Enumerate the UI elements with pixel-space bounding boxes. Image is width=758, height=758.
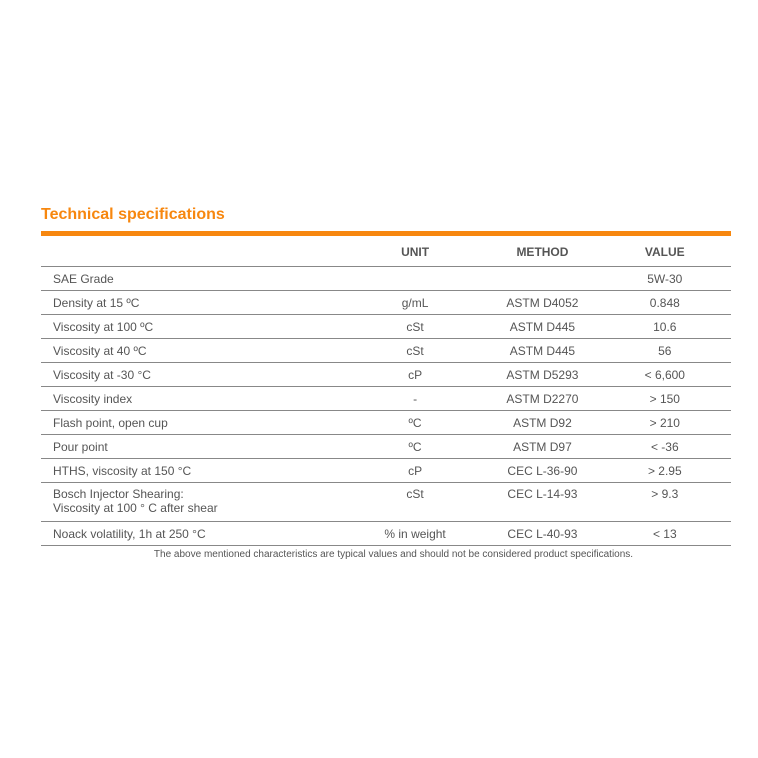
param-label: Flash point, open cup — [53, 415, 168, 430]
method-cell: CEC L-40-93 — [486, 522, 598, 546]
table-row — [41, 522, 731, 546]
table-row — [41, 339, 731, 363]
specs-table — [41, 238, 731, 546]
section-title: Technical specifications — [41, 206, 225, 223]
title-divider — [41, 231, 731, 236]
unit-cell: ºC — [344, 411, 486, 435]
param-label: HTHS, viscosity at 150 °C — [53, 463, 192, 478]
table-row — [41, 315, 731, 339]
table-row — [41, 411, 731, 435]
method-cell: ASTM D445 — [486, 339, 598, 363]
table-row — [41, 291, 731, 315]
header-value: VALUE — [599, 238, 731, 267]
table-row — [41, 267, 731, 291]
footnote: The above mentioned characteristics are typical values and should not be considered product specifications. — [153, 549, 634, 560]
param-cell — [41, 411, 344, 435]
value-cell: > 210 — [599, 411, 731, 435]
method-cell: ASTM D445 — [486, 315, 598, 339]
method-cell: ASTM D97 — [486, 435, 598, 459]
table-row — [41, 483, 731, 522]
param-cell — [41, 363, 344, 387]
table-header — [41, 238, 731, 267]
param-cell — [41, 459, 344, 483]
table-row — [41, 435, 731, 459]
table-row — [41, 459, 731, 483]
unit-cell: cSt — [344, 339, 486, 363]
param-cell — [41, 387, 344, 411]
param-label: SAE Grade — [53, 271, 114, 286]
unit-cell: ºC — [344, 435, 486, 459]
param-cell — [41, 483, 344, 522]
param-cell — [41, 267, 344, 291]
param-label: Noack volatility, 1h at 250 °C — [53, 526, 206, 541]
unit-cell: % in weight — [344, 522, 486, 546]
unit-cell: cSt — [344, 315, 486, 339]
method-cell: ASTM D5293 — [486, 363, 598, 387]
method-cell: CEC L-14-93 — [486, 483, 598, 522]
value-cell: > 2.95 — [599, 459, 731, 483]
method-cell: ASTM D92 — [486, 411, 598, 435]
header-param — [41, 238, 344, 267]
param-label: Density at 15 ºC — [53, 295, 140, 310]
param-cell — [41, 315, 344, 339]
param-cell — [41, 291, 344, 315]
param-label: Pour point — [53, 439, 108, 454]
param-label: Viscosity index — [53, 391, 133, 406]
header-method: METHOD — [486, 238, 598, 267]
value-cell: < 6,600 — [599, 363, 731, 387]
unit-cell: cP — [344, 459, 486, 483]
param-label: Viscosity at 40 ºC — [53, 343, 147, 358]
value-cell: 56 — [599, 339, 731, 363]
param-label-line2: Viscosity at 100 ° C after shear — [53, 501, 218, 515]
value-cell: 0.848 — [599, 291, 731, 315]
unit-cell — [344, 267, 486, 291]
method-cell: ASTM D2270 — [486, 387, 598, 411]
param-cell — [41, 435, 344, 459]
param-label: Viscosity at 100 ºC — [53, 319, 154, 334]
method-cell: ASTM D4052 — [486, 291, 598, 315]
unit-cell: cSt — [344, 483, 486, 522]
value-cell: > 9.3 — [599, 483, 731, 522]
unit-cell: g/mL — [344, 291, 486, 315]
header-unit: UNIT — [344, 238, 486, 267]
value-cell: < -36 — [599, 435, 731, 459]
value-cell: 10.6 — [599, 315, 731, 339]
value-cell: > 150 — [599, 387, 731, 411]
value-cell: 5W-30 — [599, 267, 731, 291]
method-cell: CEC L-36-90 — [486, 459, 598, 483]
param-cell — [41, 339, 344, 363]
table-row — [41, 387, 731, 411]
table-row — [41, 363, 731, 387]
param-label: Viscosity at -30 °C — [53, 367, 151, 382]
value-cell: < 13 — [599, 522, 731, 546]
method-cell — [486, 267, 598, 291]
param-label: Bosch Injector Shearing: — [53, 487, 184, 501]
param-cell — [41, 522, 344, 546]
unit-cell: - — [344, 387, 486, 411]
unit-cell: cP — [344, 363, 486, 387]
